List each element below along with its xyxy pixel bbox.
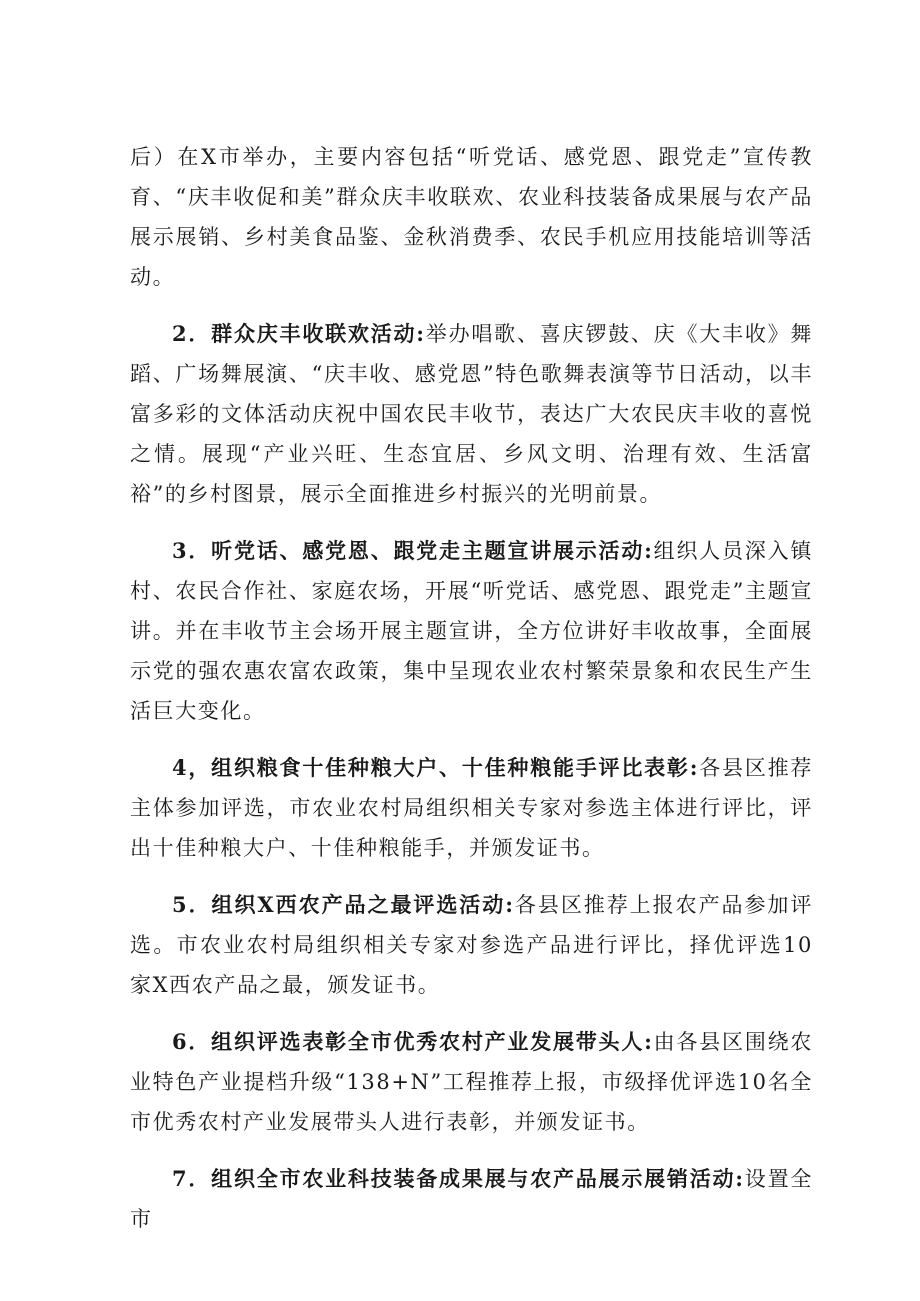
paragraph-intro-continued bbox=[130, 137, 813, 297]
paragraph-heading: 3．听党话、感党恩、跟党走主题宣讲展示活动: bbox=[172, 538, 654, 563]
paragraph-item-5 bbox=[130, 885, 813, 1005]
paragraph-heading: 6．组织评选表彰全市优秀农村产业发展带头人: bbox=[172, 1029, 654, 1054]
paragraph-item-3 bbox=[130, 531, 813, 731]
paragraph-text: 设置全市 bbox=[130, 1167, 813, 1231]
paragraph-heading: 7．组织全市农业科技装备成果展与农产品展示展销活动: bbox=[172, 1166, 745, 1191]
paragraph-heading: 5．组织X西农产品之最评选活动: bbox=[172, 892, 515, 917]
document-page bbox=[130, 137, 813, 1256]
paragraph-heading: 4，组织粮食十佳种粮大户、十佳种粮能手评比表彰: bbox=[172, 755, 700, 780]
paragraph-item-7 bbox=[130, 1159, 813, 1239]
paragraph-heading: 2．群众庆丰收联欢活动: bbox=[172, 321, 426, 346]
paragraph-text: 举办唱歌、喜庆锣鼓、庆《大丰收》舞蹈、广场舞展演、“庆丰收、感党恩”特色歌舞表演等节日活动，以丰富多彩的文体活动庆祝中国农民丰收节，表达广大农民庆丰收的喜悦之情。展现“产业兴旺、生态宜居、乡风文明、治理有效、生活富裕”的乡村图景，展示全面推进乡村振兴的光明前景。 bbox=[130, 322, 813, 506]
paragraph-text: 后）在X市举办，主要内容包括“听党话、感党恩、跟党走”宣传教育、“庆丰收促和美”群众庆丰收联欢、农业科技装备成果展与农产品展示展销、乡村美食品鉴、金秋消费季、农民手机应用技能培训等活动。 bbox=[130, 145, 813, 289]
paragraph-item-4 bbox=[130, 748, 813, 868]
paragraph-text: 各县区推荐上报农产品参加评选。市农业农村局组织相关专家对参选产品进行评比，择优评选10家X西农产品之最，颁发证书。 bbox=[130, 893, 813, 997]
paragraph-text: 组织人员深入镇村、农民合作社、家庭农场，开展“听党话、感党恩、跟党走”主题宣讲。并在丰收节主会场开展主题宣讲，全方位讲好丰收故事，全面展示党的强农惠农富农政策，集中呈现农业农村繁荣景象和农民生产生活巨大变化。 bbox=[130, 539, 814, 723]
paragraph-item-6 bbox=[130, 1022, 813, 1142]
paragraph-text: 各县区推荐主体参加评选，市农业农村局组织相关专家对参选主体进行评比，评出十佳种粮大户、十佳种粮能手，并颁发证书。 bbox=[130, 756, 813, 860]
paragraph-text: 由各县区围绕农业特色产业提档升级“138+N”工程推荐上报，市级择优评选10名全市优秀农村产业发展带头人进行表彰，并颁发证书。 bbox=[130, 1030, 814, 1134]
paragraph-item-2 bbox=[130, 314, 813, 514]
